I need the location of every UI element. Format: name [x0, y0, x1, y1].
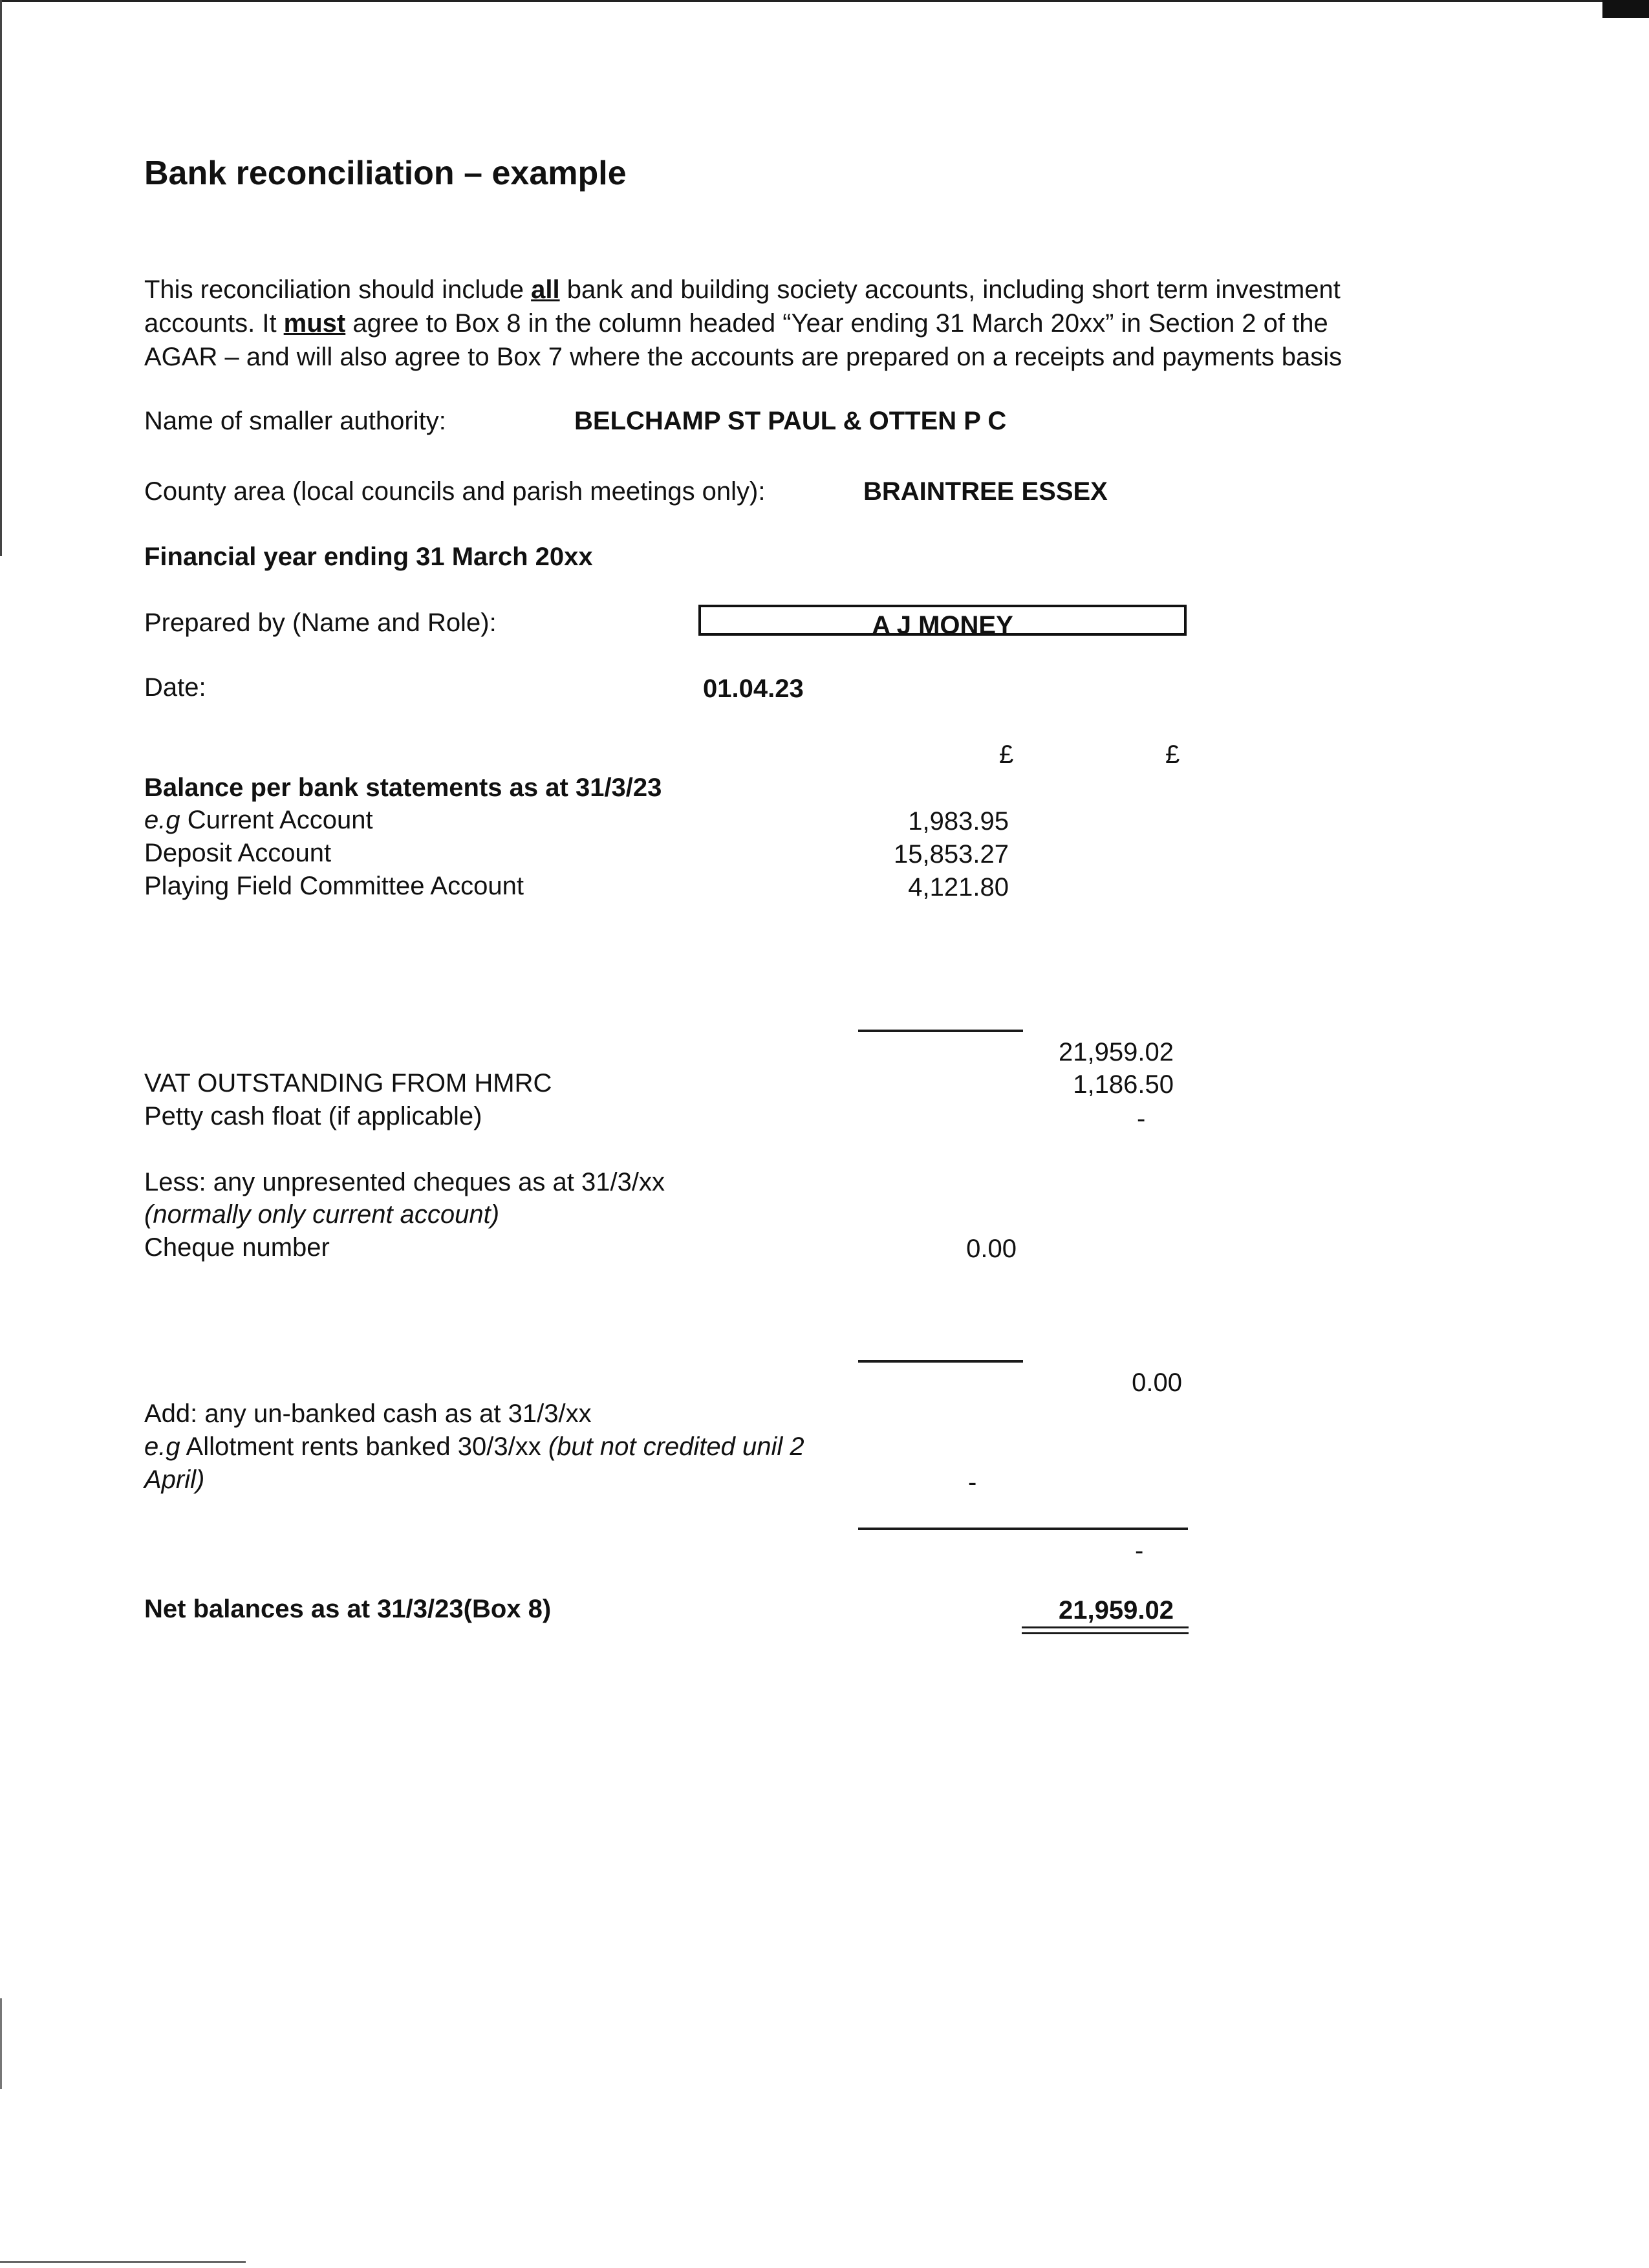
- net-double-rule-bottom: [1022, 1632, 1189, 1634]
- unbanked-example-continued: April): [144, 1465, 205, 1494]
- scan-edge-corner: [1602, 0, 1649, 18]
- county-label: County area (local councils and parish meetings only):: [144, 477, 766, 506]
- account-label-deposit: Deposit Account: [144, 839, 332, 867]
- scan-edge-left: [0, 0, 2, 556]
- scan-edge-bottom: [0, 2261, 246, 2263]
- account-label-current: e.g Current Account: [144, 806, 373, 834]
- vat-label: VAT OUTSTANDING FROM HMRC: [144, 1069, 552, 1097]
- scan-edge-top: [0, 0, 1602, 2]
- authority-value: BELCHAMP ST PAUL & OTTEN P C: [574, 407, 1007, 435]
- unbanked-amount: -: [968, 1468, 977, 1496]
- unbanked-subtotal: -: [1135, 1537, 1144, 1565]
- unbanked-example: e.g Allotment rents banked 30/3/xx (but not credited unil 2: [144, 1432, 804, 1461]
- currency-header-col2: £: [1165, 740, 1180, 769]
- unbanked-label: Add: any un-banked cash as at 31/3/xx: [144, 1399, 592, 1428]
- cheque-amount: 0.00: [966, 1235, 1017, 1263]
- account-label-playing-field: Playing Field Committee Account: [144, 872, 524, 900]
- financial-year-heading: Financial year ending 31 March 20xx: [144, 543, 593, 571]
- county-value: BRAINTREE ESSEX: [863, 477, 1108, 506]
- prepared-by-label: Prepared by (Name and Role):: [144, 609, 497, 637]
- account-amount-playing-field: 4,121.80: [908, 873, 1009, 902]
- prepared-by-value: A J MONEY: [872, 611, 1013, 640]
- cheques-subtotal: 0.00: [1132, 1368, 1182, 1397]
- bank-balance-heading: Balance per bank statements as at 31/3/23: [144, 773, 662, 802]
- scan-edge-left-lower: [0, 1998, 2, 2089]
- net-balance-label: Net balances as at 31/3/23(Box 8): [144, 1595, 552, 1623]
- date-label: Date:: [144, 673, 206, 702]
- prepared-by-field[interactable]: [698, 605, 1187, 640]
- currency-header-col1: £: [999, 740, 1014, 769]
- net-double-rule-top: [1022, 1626, 1189, 1628]
- subtotal-rule-bank: [858, 1030, 1023, 1032]
- account-amount-current: 1,983.95: [908, 807, 1009, 836]
- petty-cash-amount: -: [1137, 1105, 1146, 1133]
- cheques-note: (normally only current account): [144, 1200, 500, 1229]
- page-title: Bank reconciliation – example: [144, 155, 627, 192]
- account-amount-deposit: 15,853.27: [894, 840, 1009, 869]
- intro-line-3: AGAR – and will also agree to Box 7 where the accounts are prepared on a receipts and payments basis: [144, 343, 1342, 371]
- net-balance-amount: 21,959.02: [1059, 1596, 1174, 1625]
- authority-label: Name of smaller authority:: [144, 407, 446, 435]
- cheques-label: Less: any unpresented cheques as at 31/3/xx: [144, 1168, 665, 1196]
- intro-line-2: accounts. It must agree to Box 8 in the column headed “Year ending 31 March 20xx” in Section 2 of the: [144, 309, 1328, 338]
- cheque-number-label: Cheque number: [144, 1233, 330, 1262]
- vat-amount: 1,186.50: [1073, 1070, 1174, 1099]
- bank-subtotal: 21,959.02: [1059, 1038, 1174, 1066]
- date-value: 01.04.23: [703, 675, 804, 703]
- subtotal-rule-unbanked: [858, 1528, 1188, 1530]
- intro-line-1: This reconciliation should include all bank and building society accounts, including short term investment: [144, 275, 1341, 304]
- petty-cash-label: Petty cash float (if applicable): [144, 1102, 482, 1130]
- subtotal-rule-cheques: [858, 1360, 1023, 1363]
